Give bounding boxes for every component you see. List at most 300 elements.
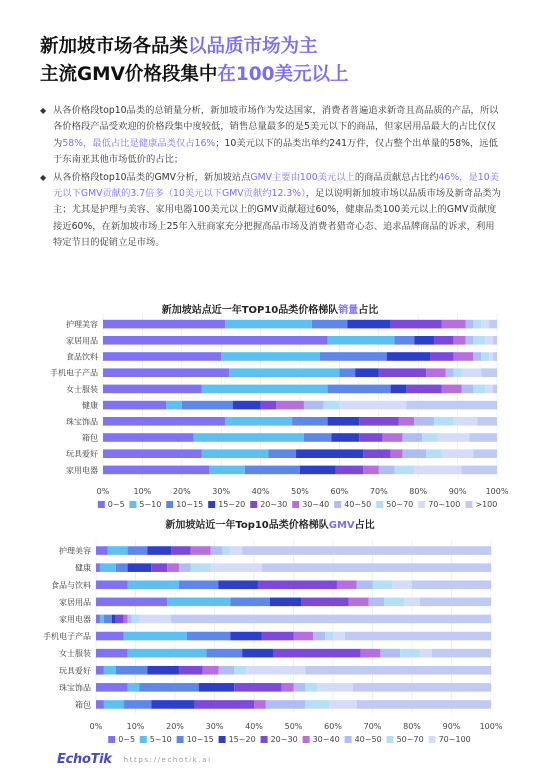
bar-segment bbox=[485, 385, 493, 394]
bar-segment bbox=[489, 320, 497, 329]
category-label: 珠宝饰品 bbox=[66, 417, 98, 427]
legend-swatch bbox=[208, 501, 215, 508]
bar-segment bbox=[128, 649, 207, 658]
bar-segment bbox=[103, 336, 328, 345]
legend-swatch bbox=[418, 501, 425, 508]
bar-segment bbox=[128, 563, 152, 572]
bar-segment bbox=[485, 336, 493, 345]
bullet-item bbox=[40, 103, 503, 169]
bar-segment bbox=[300, 466, 335, 475]
bar-segment bbox=[420, 649, 432, 658]
x-tick-label: 100% bbox=[479, 722, 503, 731]
bar-segment bbox=[320, 352, 387, 361]
x-tick-label: 80% bbox=[409, 487, 428, 496]
bar-segment bbox=[179, 666, 203, 675]
bar-segment bbox=[194, 433, 304, 442]
body-text: ，足以说明新加坡市场以品质市场及新奇品类为主；尤其是护理与美容、家用电器100美元以上的GMV贡献超过60%，健康品类100美元以上的GMV贡献度接近60%，在新加坡市场上25年入驻商家充分把握高品市场及消费者猎奇心态、追求品牌商品的诉求，利用特定节日的促销立足市场。 bbox=[53, 188, 501, 249]
bar-segment bbox=[328, 385, 391, 394]
bullet-text bbox=[53, 170, 503, 252]
chart-1-title-plain: 新加坡站点近一年TOP10品类价格梯队 bbox=[161, 305, 339, 316]
bar-segment bbox=[229, 368, 339, 377]
headline-line-2-plain: 主流GMV价格段集中 bbox=[40, 64, 218, 85]
bar-segment bbox=[132, 615, 140, 624]
bar-segment bbox=[324, 401, 340, 410]
bar-segment bbox=[473, 449, 497, 458]
chart-2-title-plain: 新加坡站近一年Top10品类价格梯队 bbox=[165, 520, 329, 531]
diamond-bullet-icon: ◆ bbox=[40, 172, 47, 182]
bar-segment bbox=[328, 336, 395, 345]
x-tick-label: 30% bbox=[205, 722, 224, 731]
bar-segment bbox=[353, 683, 491, 692]
bar-segment bbox=[493, 352, 497, 361]
chart-2-title bbox=[0, 516, 540, 531]
bar-segment bbox=[179, 580, 219, 589]
bar-segment bbox=[103, 368, 229, 377]
bar-segment bbox=[294, 683, 306, 692]
bar-segment bbox=[151, 700, 194, 709]
highlight-text: 46%，是10美元以下GMV贡献的3.7倍多（10美元以下GMV贡献约12.3%） bbox=[53, 171, 499, 200]
category-label: 玩具爱好 bbox=[59, 666, 91, 676]
bar-segment bbox=[465, 320, 473, 329]
x-tick-label: 20% bbox=[172, 487, 191, 496]
bar-segment bbox=[379, 368, 426, 377]
bullet-list bbox=[40, 103, 503, 253]
legend-swatch bbox=[334, 501, 341, 508]
headline-line-1 bbox=[40, 33, 349, 61]
chart-1-title-suffix: 占比 bbox=[358, 305, 379, 316]
bar-segment bbox=[139, 615, 171, 624]
legend-label: 70~100 bbox=[438, 735, 471, 744]
legend-label: 20~30 bbox=[270, 735, 298, 744]
x-tick-label: 70% bbox=[363, 722, 382, 731]
bar-segment bbox=[357, 700, 491, 709]
bar-segment bbox=[100, 615, 104, 624]
bar-segment bbox=[103, 352, 221, 361]
bar-segment bbox=[139, 683, 198, 692]
legend-label: 5~10 bbox=[139, 500, 162, 509]
bar-segment bbox=[304, 401, 324, 410]
bar-segment bbox=[230, 632, 262, 641]
bar-segment bbox=[116, 666, 148, 675]
bar-segment bbox=[179, 563, 191, 572]
bar-segment bbox=[103, 466, 209, 475]
bar-segment bbox=[246, 666, 305, 675]
legend-swatch bbox=[387, 736, 394, 743]
bar-segment bbox=[261, 401, 277, 410]
bar-segment bbox=[489, 352, 493, 361]
x-tick-label: 90% bbox=[442, 722, 461, 731]
bar-segment bbox=[268, 449, 296, 458]
bar-segment bbox=[391, 449, 403, 458]
headline-line-2 bbox=[40, 61, 349, 89]
bar-segment bbox=[96, 700, 104, 709]
bar-segment bbox=[128, 580, 179, 589]
legend-label: 30~40 bbox=[302, 500, 330, 509]
x-tick-label: 80% bbox=[403, 722, 421, 731]
bar-segment bbox=[406, 385, 441, 394]
bar-segment bbox=[349, 598, 369, 607]
category-label: 食品与饮料 bbox=[51, 580, 91, 590]
bar-segment bbox=[151, 563, 167, 572]
bar-segment bbox=[167, 563, 179, 572]
bar-segment bbox=[262, 632, 294, 641]
bar-segment bbox=[199, 683, 235, 692]
bar-segment bbox=[426, 449, 442, 458]
x-tick-label: 0% bbox=[96, 487, 110, 496]
bar-segment bbox=[104, 666, 116, 675]
legend-label: 10~15 bbox=[186, 735, 214, 744]
bar-segment bbox=[392, 580, 412, 589]
x-tick-label: 40% bbox=[251, 487, 270, 496]
bar-segment bbox=[438, 433, 470, 442]
bar-segment bbox=[473, 385, 485, 394]
bar-segment bbox=[245, 466, 300, 475]
x-tick-label: 60% bbox=[330, 487, 349, 496]
legend-swatch bbox=[376, 501, 383, 508]
bar-segment bbox=[454, 368, 462, 377]
bar-segment bbox=[221, 352, 320, 361]
category-label: 家居用品 bbox=[66, 336, 98, 346]
headline-line-1-accent: 以品质市场为主 bbox=[188, 36, 318, 57]
bar-segment bbox=[104, 700, 124, 709]
category-label: 食品饮料 bbox=[66, 352, 98, 362]
legend-swatch bbox=[219, 736, 226, 743]
bar-segment bbox=[404, 598, 420, 607]
legend-label: 5~10 bbox=[149, 735, 172, 744]
bar-segment bbox=[462, 385, 474, 394]
bar-segment bbox=[481, 352, 489, 361]
bar-segment bbox=[333, 632, 345, 641]
x-tick-label: 40% bbox=[245, 722, 263, 731]
legend-label: 0~5 bbox=[118, 735, 136, 744]
bullet-text bbox=[53, 103, 503, 169]
bar-segment bbox=[395, 336, 415, 345]
bar-segment bbox=[363, 449, 391, 458]
bar-segment bbox=[400, 649, 420, 658]
bar-segment bbox=[305, 700, 329, 709]
bar-segment bbox=[103, 385, 202, 394]
x-tick-label: 20% bbox=[166, 722, 184, 731]
bar-segment bbox=[313, 632, 325, 641]
bar-segment bbox=[254, 700, 266, 709]
headline-line-2-accent: 在100美元以上 bbox=[217, 64, 349, 85]
bar-segment bbox=[312, 320, 347, 329]
bar-segment bbox=[128, 546, 148, 555]
bar-segment bbox=[96, 632, 124, 641]
category-label: 女士服装 bbox=[59, 649, 91, 659]
bar-segment bbox=[414, 336, 434, 345]
x-tick-label: 30% bbox=[212, 487, 231, 496]
bar-segment bbox=[191, 546, 211, 555]
bar-segment bbox=[96, 615, 100, 624]
x-tick-label: 90% bbox=[448, 487, 467, 496]
legend-label: 0~5 bbox=[107, 500, 125, 509]
bar-segment bbox=[357, 580, 373, 589]
bar-segment bbox=[305, 683, 317, 692]
legend-swatch bbox=[166, 501, 173, 508]
category-label: 女士服装 bbox=[66, 384, 98, 394]
category-label: 家用电器 bbox=[59, 614, 91, 624]
category-label: 健康 bbox=[82, 401, 98, 411]
footer bbox=[57, 752, 212, 767]
bar-segment bbox=[207, 649, 243, 658]
bar-segment bbox=[116, 563, 128, 572]
bar-segment bbox=[347, 320, 390, 329]
legend-swatch bbox=[98, 501, 105, 508]
bar-segment bbox=[274, 649, 361, 658]
bar-segment bbox=[329, 700, 357, 709]
x-tick-label: 50% bbox=[284, 722, 303, 731]
bar-segment bbox=[384, 598, 404, 607]
bar-segment bbox=[209, 466, 244, 475]
legend-label: 10~15 bbox=[176, 500, 204, 509]
bar-segment bbox=[262, 563, 491, 572]
category-label: 护理美容 bbox=[66, 320, 98, 330]
bar-segment bbox=[96, 580, 128, 589]
category-label: 手机电子产品 bbox=[43, 632, 91, 642]
x-tick-label: 0% bbox=[89, 722, 103, 731]
bar-segment bbox=[442, 320, 466, 329]
bar-segment bbox=[402, 449, 426, 458]
bar-segment bbox=[391, 385, 407, 394]
legend-swatch bbox=[261, 736, 268, 743]
bar-segment bbox=[270, 598, 302, 607]
bar-segment bbox=[383, 433, 403, 442]
bar-segment bbox=[96, 666, 104, 675]
category-label: 健康 bbox=[75, 563, 91, 573]
bar-segment bbox=[465, 336, 473, 345]
bar-segment bbox=[234, 666, 246, 675]
bar-segment bbox=[182, 401, 233, 410]
bar-segment bbox=[202, 385, 328, 394]
bar-segment bbox=[399, 417, 415, 426]
bar-segment bbox=[124, 615, 128, 624]
bar-segment bbox=[473, 320, 481, 329]
bar-segment bbox=[108, 546, 128, 555]
bar-segment bbox=[369, 598, 385, 607]
legend-label: 50~70 bbox=[386, 500, 414, 509]
bar-segment bbox=[473, 352, 481, 361]
bar-segment bbox=[380, 649, 400, 658]
sales-share-chart bbox=[0, 312, 540, 522]
legend-label: 15~20 bbox=[218, 500, 246, 509]
headline-line-1-plain: 新加坡市场各品类 bbox=[40, 36, 189, 57]
category-label: 珠宝饰品 bbox=[59, 683, 91, 693]
bar-segment bbox=[462, 368, 482, 377]
bar-segment bbox=[337, 580, 357, 589]
x-tick-label: 100% bbox=[485, 487, 509, 496]
bar-segment bbox=[454, 417, 478, 426]
bar-segment bbox=[335, 466, 363, 475]
legend-swatch bbox=[345, 736, 352, 743]
legend-swatch bbox=[177, 736, 184, 743]
legend-label: 40~50 bbox=[344, 500, 372, 509]
bar-segment bbox=[493, 385, 497, 394]
bar-segment bbox=[203, 666, 219, 675]
bar-segment bbox=[481, 320, 489, 329]
bar-segment bbox=[124, 700, 152, 709]
category-label: 箱包 bbox=[82, 433, 98, 443]
bar-segment bbox=[147, 666, 179, 675]
bar-segment bbox=[454, 352, 474, 361]
bar-segment bbox=[345, 632, 491, 641]
legend-label: 50~70 bbox=[396, 735, 424, 744]
bar-segment bbox=[361, 649, 381, 658]
bar-segment bbox=[128, 615, 132, 624]
category-label: 家居用品 bbox=[59, 597, 91, 607]
legend-label: >100 bbox=[475, 500, 498, 509]
legend-swatch bbox=[129, 501, 136, 508]
bar-segment bbox=[218, 666, 234, 675]
bar-segment bbox=[225, 417, 292, 426]
x-tick-label: 10% bbox=[126, 722, 145, 731]
bar-segment bbox=[96, 598, 167, 607]
bar-segment bbox=[422, 433, 438, 442]
body-text: 从各价格段top10品类的GMV分析，新加坡站点 bbox=[53, 171, 251, 183]
x-tick-label: 50% bbox=[291, 487, 309, 496]
bar-segment bbox=[191, 563, 211, 572]
bar-segment bbox=[218, 580, 258, 589]
legend-label: 30~40 bbox=[312, 735, 340, 744]
bar-segment bbox=[225, 320, 312, 329]
legend-swatch bbox=[429, 736, 436, 743]
bar-segment bbox=[171, 546, 191, 555]
bar-segment bbox=[276, 401, 304, 410]
category-label: 护理美容 bbox=[59, 546, 91, 556]
bar-segment bbox=[112, 615, 116, 624]
bar-segment bbox=[432, 649, 491, 658]
bar-segment bbox=[171, 615, 491, 624]
bar-segment bbox=[103, 449, 202, 458]
bar-segment bbox=[234, 683, 281, 692]
highlight-text: GMV主要由100美元以上 bbox=[250, 171, 355, 183]
bar-segment bbox=[325, 632, 333, 641]
bar-segment bbox=[96, 563, 100, 572]
category-label: 玩具爱好 bbox=[66, 449, 98, 459]
bar-segment bbox=[328, 417, 360, 426]
legend-swatch bbox=[140, 736, 147, 743]
bar-segment bbox=[202, 449, 269, 458]
bar-segment bbox=[391, 320, 442, 329]
chart-2-title-suffix: 占比 bbox=[354, 520, 375, 531]
category-label: 手机电子产品 bbox=[50, 368, 98, 378]
body-text: 的商品贡献总占比约 bbox=[354, 171, 439, 183]
bar-segment bbox=[116, 615, 124, 624]
bar-segment bbox=[96, 683, 128, 692]
echotik-logo: EchoTik bbox=[57, 752, 112, 767]
bar-segment bbox=[493, 336, 497, 345]
bar-segment bbox=[426, 368, 446, 377]
bar-segment bbox=[446, 368, 454, 377]
bar-segment bbox=[481, 368, 497, 377]
bar-segment bbox=[477, 417, 497, 426]
bar-segment bbox=[282, 683, 294, 692]
bar-segment bbox=[187, 632, 230, 641]
bar-segment bbox=[103, 401, 166, 410]
bar-segment bbox=[462, 466, 497, 475]
bar-segment bbox=[304, 433, 332, 442]
bar-segment bbox=[233, 401, 261, 410]
legend-label: 70~100 bbox=[428, 500, 461, 509]
legend-swatch bbox=[292, 501, 299, 508]
legend-label: 20~30 bbox=[260, 500, 288, 509]
bar-segment bbox=[296, 449, 363, 458]
bar-segment bbox=[420, 598, 491, 607]
bar-segment bbox=[434, 336, 454, 345]
legend-label: 40~50 bbox=[354, 735, 382, 744]
bar-segment bbox=[414, 466, 461, 475]
bar-segment bbox=[339, 401, 406, 410]
bar-segment bbox=[242, 649, 274, 658]
bar-segment bbox=[305, 666, 491, 675]
bar-segment bbox=[402, 433, 422, 442]
bar-segment bbox=[211, 563, 262, 572]
bar-segment bbox=[442, 449, 474, 458]
x-tick-label: 10% bbox=[133, 487, 152, 496]
bar-segment bbox=[167, 598, 230, 607]
bar-segment bbox=[103, 433, 194, 442]
bar-segment bbox=[96, 546, 108, 555]
bar-segment bbox=[412, 580, 491, 589]
bar-segment bbox=[242, 546, 491, 555]
bar-segment bbox=[96, 649, 128, 658]
bar-segment bbox=[406, 401, 497, 410]
legend-swatch bbox=[108, 736, 115, 743]
footer-url[interactable]: https://echotik.ai bbox=[123, 755, 212, 764]
bar-segment bbox=[292, 417, 327, 426]
bar-segment bbox=[230, 598, 269, 607]
bar-segment bbox=[454, 336, 466, 345]
bar-segment bbox=[434, 417, 454, 426]
bar-segment bbox=[414, 417, 434, 426]
body-text: 从各价格段top10品类的总销量分析，新加坡市场作为发达国家，消费者普遍追求新奇且高品质的产品，所以各价格段产品受欢迎的价格段集中度较低，销售总量最多的是5美元以下的商品，但家居用品最大的占比仅仅为 bbox=[53, 105, 499, 149]
diamond-bullet-icon: ◆ bbox=[40, 106, 47, 115]
gmv-share-chart bbox=[0, 530, 540, 750]
legend-swatch bbox=[465, 501, 472, 508]
bar-segment bbox=[387, 352, 430, 361]
bar-segment bbox=[317, 683, 353, 692]
bar-segment bbox=[373, 580, 393, 589]
legend-swatch bbox=[250, 501, 257, 508]
bar-segment bbox=[258, 580, 337, 589]
bar-segment bbox=[166, 401, 182, 410]
bar-segment bbox=[359, 417, 398, 426]
bullet-item bbox=[40, 170, 503, 252]
category-label: 箱包 bbox=[75, 700, 91, 710]
bar-segment bbox=[355, 368, 379, 377]
bar-segment bbox=[100, 563, 116, 572]
bar-segment bbox=[230, 546, 242, 555]
bar-segment bbox=[266, 700, 306, 709]
headline bbox=[40, 33, 349, 89]
x-tick-label: 60% bbox=[324, 722, 342, 731]
bar-segment bbox=[359, 433, 383, 442]
bar-segment bbox=[363, 466, 379, 475]
chart-1-title-accent: 销量 bbox=[338, 305, 359, 316]
bar-segment bbox=[128, 683, 140, 692]
chart-2-title-accent: GMV bbox=[328, 520, 355, 531]
bar-segment bbox=[124, 632, 187, 641]
bar-segment bbox=[301, 598, 348, 607]
bar-segment bbox=[103, 417, 225, 426]
legend-swatch bbox=[303, 736, 310, 743]
highlight-text: 58%，最低占比是健康品类仅占16% bbox=[62, 137, 216, 149]
bar-segment bbox=[104, 615, 112, 624]
category-label: 家用电器 bbox=[66, 465, 98, 475]
bar-segment bbox=[442, 385, 462, 394]
bar-segment bbox=[195, 700, 254, 709]
bar-segment bbox=[379, 466, 395, 475]
